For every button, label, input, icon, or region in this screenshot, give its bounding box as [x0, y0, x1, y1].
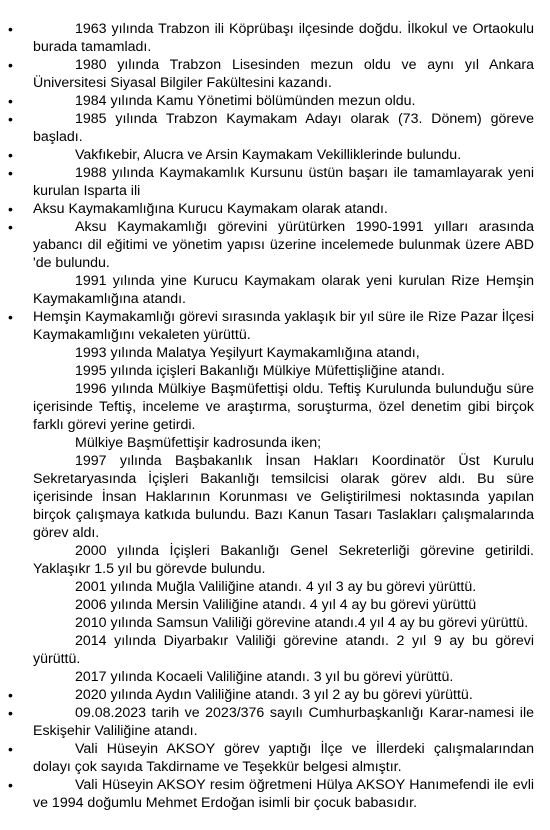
paragraph-text: Vakfıkebir, Alucra ve Arsin Kaymakam Vekilliklerinde bulundu.: [75, 147, 462, 163]
paragraph-text: 2001 yılında Muğla Valiliğine atandı. 4 yıl 3 ay bu görevi yürüttü.: [75, 579, 477, 595]
paragraph-text: 2000 yılında İçişleri Bakanlığı Genel Sekreterliği görevine getirildi. Yaklaşıkr 1.5 yıl bu görevde bulundu.: [33, 543, 534, 577]
paragraph-text: 1991 yılında yine Kurucu Kaymakam olarak yeni kurulan Rize Hemşin Kaymakamlığına atandı.: [33, 273, 534, 307]
paragraph-text: 1997 yılında Başbakanlık İnsan Hakları Koordinatör Üst Kurulu Sekretaryasında İçişleri Bakanlığı temsilcisi olarak görev aldı. Bu süre içerisinde İnsan Haklarının Korunması ve Geliştirilmesi noktasında yapılan birçok çalışmaya katkıda bulundu. Bazı Kanun Tasarı Taslakları çalışmalarında görev aldı.: [33, 453, 534, 541]
paragraph-text: 1963 yılında Trabzon ili Köprübaşı ilçesinde doğdu. İlkokul ve Ortaokulu burada tamamladı.: [33, 21, 534, 55]
biography-paragraph: [0, 596, 550, 614]
biography-paragraph: [0, 632, 550, 668]
biography-paragraph: [0, 668, 550, 686]
paragraph-text: 2006 yılında Mersin Valiliğine atandı. 4 yıl 4 ay bu görevi yürüttü: [75, 597, 477, 613]
paragraph-text: Aksu Kaymakamlığına Kurucu Kaymakam olarak atandı.: [33, 201, 388, 217]
biography-paragraph: [0, 272, 550, 308]
bullet-icon: •: [8, 741, 13, 757]
bullet-icon: •: [8, 57, 13, 73]
bullet-icon: •: [8, 111, 13, 127]
bullet-icon: •: [8, 777, 13, 793]
biography-paragraph: [0, 146, 550, 164]
paragraph-text: 1985 yılında Trabzon Kaymakam Adayı olarak (73. Dönem) göreve başladı.: [33, 111, 534, 145]
bullet-icon: •: [8, 201, 13, 217]
biography-paragraph: [0, 362, 550, 380]
paragraph-text: Hemşin Kaymakamlığı görevi sırasında yaklaşık bir yıl süre ile Rize Pazar İlçesi Kaymakamlığını vekaleten yürüttü.: [33, 309, 534, 343]
biography-paragraph: [0, 218, 550, 272]
biography-paragraph: [0, 20, 550, 56]
paragraph-text: 09.08.2023 tarih ve 2023/376 sayılı Cumhurbaşkanlığı Karar-namesi ile Eskişehir Valiliğine atandı.: [33, 705, 534, 739]
biography-paragraph: [0, 578, 550, 596]
bullet-icon: •: [8, 147, 13, 163]
paragraph-text: 1984 yılında Kamu Yönetimi bölümünden mezun oldu.: [75, 93, 416, 109]
bullet-icon: •: [8, 309, 13, 325]
paragraph-text: 1993 yılında Malatya Yeşilyurt Kaymakamlığına atandı,: [75, 345, 420, 361]
paragraph-text: 2017 yılında Kocaeli Valiliğine atandı. 3 yıl bu görevi yürüttü.: [75, 669, 454, 685]
bullet-icon: •: [8, 21, 13, 37]
bullet-icon: •: [8, 705, 13, 721]
paragraph-text: 1995 yılında içişleri Bakanlığı Mülkiye Müfettişliğine atandı.: [75, 363, 445, 379]
bullet-icon: •: [8, 93, 13, 109]
biography-paragraph: [0, 740, 550, 776]
paragraph-text: 2010 yılında Samsun Valiliği görevine atandı.4 yıl 4 ay bu görevi yürüttü.: [75, 615, 529, 631]
paragraph-text: 1988 yılında Kaymakamlık Kursunu üstün başarı ile tamamlayarak yeni kurulan Isparta ili: [33, 165, 534, 199]
bullet-icon: •: [8, 687, 13, 703]
biography-paragraph: [0, 308, 550, 344]
biography-paragraph: [0, 164, 550, 200]
biography-paragraph: [0, 344, 550, 362]
biography-paragraph: [0, 56, 550, 92]
paragraph-text: Vali Hüseyin AKSOY görev yaptığı İlçe ve İllerdeki çalışmalarından dolayı çok sayıda Takdirname ve Teşekkür belgesi almıştır.: [33, 741, 534, 775]
paragraph-text: 1996 yılında Mülkiye Başmüfettişi oldu. Teftiş Kurulunda bulunduğu süre içerisinde Teftiş, inceleme ve araştırma, soruşturma, özel denetim gibi birçok farklı görevi yerine getirdi.: [33, 381, 534, 433]
bullet-icon: •: [8, 219, 13, 235]
paragraph-text: Aksu Kaymakamlığı görevini yürütürken 1990-1991 yılları arasında yabancı dil eğitimi ve yönetim yapısı üzerine incelemede bulunmak üzere ABD 'de bulundu.: [33, 219, 534, 271]
paragraph-text: 1980 yılında Trabzon Lisesinden mezun oldu ve aynı yıl Ankara Üniversitesi Siyasal Bilgiler Fakültesini kazandı.: [33, 57, 534, 91]
biography-paragraph: [0, 542, 550, 578]
biography-paragraph: [0, 452, 550, 542]
biography-paragraph: [0, 92, 550, 110]
biography-document: [0, 20, 550, 812]
biography-paragraph: [0, 614, 550, 632]
paragraph-text: 2014 yılında Diyarbakır Valiliği görevine atandı. 2 yıl 9 ay bu görevi yürüttü.: [33, 633, 534, 667]
biography-paragraph: [0, 704, 550, 740]
biography-paragraph: [0, 776, 550, 812]
paragraph-text: 2020 yılında Aydın Valiliğine atandı. 3 yıl 2 ay bu görevi yürüttü.: [75, 687, 473, 703]
biography-paragraph: [0, 380, 550, 434]
paragraph-text: Vali Hüseyin AKSOY resim öğretmeni Hülya AKSOY Hanımefendi ile evli ve 1994 doğumlu Mehmet Erdoğan isimli bir çocuk babasıdır.: [33, 777, 534, 811]
paragraph-text: Mülkiye Başmüfettişir kadrosunda iken;: [75, 435, 322, 451]
biography-paragraph: [0, 686, 550, 704]
biography-paragraph: [0, 200, 550, 218]
biography-paragraph: [0, 110, 550, 146]
biography-paragraph: [0, 434, 550, 452]
bullet-icon: •: [8, 165, 13, 181]
